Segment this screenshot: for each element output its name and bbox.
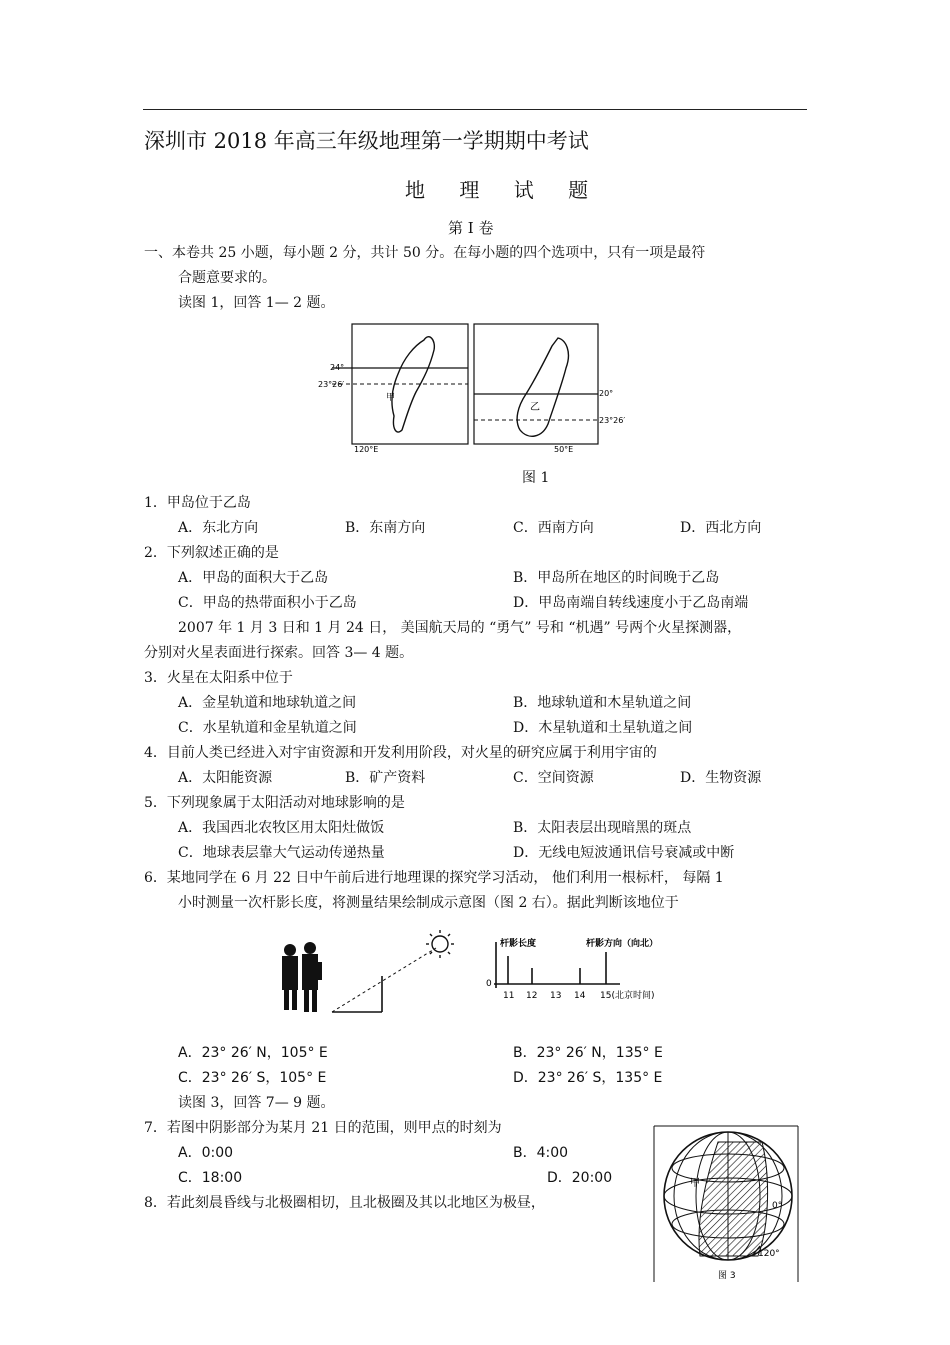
- map-yi-lat2326-label: 23°26′: [599, 416, 626, 425]
- q1-option-d: D．西北方向: [680, 520, 762, 536]
- chart-tick-15: 15(北京时间): [600, 991, 655, 1001]
- chart-y-label: 杆影长度: [500, 939, 537, 949]
- q4-stem: 4．目前人类已经进入对宇宙资源和开发利用阶段，对火星的研究应属于利用宇宙的: [144, 745, 657, 761]
- q4-option-b: B．矿产资料: [345, 770, 426, 786]
- map-yi-lat20-label: 20°: [599, 389, 614, 398]
- q2-option-c: C．甲岛的热带面积小于乙岛: [178, 595, 357, 611]
- instructions-line2: 合题意要求的。: [178, 270, 276, 286]
- q3-option-b: B．地球轨道和木星轨道之间: [513, 695, 692, 711]
- q1-option-c: C．西南方向: [513, 520, 594, 536]
- q7-option-a: A．0:00: [178, 1145, 234, 1161]
- figure3-caption: 图 3: [718, 1271, 736, 1281]
- q6-option-c: C．23° 26′ S，105° E: [178, 1070, 327, 1086]
- q3-option-a: A．金星轨道和地球轨道之间: [178, 695, 357, 711]
- q5-stem: 5．下列现象属于太阳活动对地球影响的是: [144, 795, 405, 811]
- q2-option-a: A．甲岛的面积大于乙岛: [178, 570, 329, 586]
- q5-option-b: B．太阳表层出现暗黑的斑点: [513, 820, 692, 836]
- volume-label: 第 Ⅰ 卷: [448, 219, 494, 237]
- map-jia-lat24-label: 24°: [330, 363, 345, 372]
- chart-tick-11: 11: [503, 991, 515, 1001]
- q6-stem-line1: 6．某地同学在 6 月 22 日中午前后进行地理课的探究学习活动， 他们利用一根标杆， 每隔 1: [144, 870, 724, 886]
- instructions-line1: 一、本卷共 25 小题，每小题 2 分，共计 50 分。在每小题的四个选项中，只有一项是最符: [144, 245, 706, 261]
- pole-and-shadow: [332, 948, 436, 1012]
- island-yi-shape: [517, 338, 568, 436]
- q2-stem: 2．下列叙述正确的是: [144, 545, 279, 561]
- students-illustration: [282, 942, 322, 1012]
- q4-option-a: A．太阳能资源: [178, 770, 273, 786]
- q1-stem: 1．甲岛位于乙岛: [144, 495, 251, 511]
- q7-option-d: D．20:00: [547, 1170, 613, 1186]
- map-yi-lon-label: 50°E: [554, 445, 574, 454]
- island-yi-label: 乙: [530, 402, 540, 413]
- read-fig1: 读图 1，回答 1— 2 题。: [178, 295, 335, 311]
- q7-option-c: C．18:00: [178, 1170, 243, 1186]
- figure1-island-maps: [316, 316, 636, 456]
- chart-tick-13: 13: [550, 991, 562, 1001]
- q5-option-a: A．我国西北农牧区用太阳灶做饭: [178, 820, 385, 836]
- passage34-line2: 分别对火星表面进行探索。回答 3— 4 题。: [144, 645, 414, 661]
- map-yi-frame: [474, 324, 598, 444]
- q7-stem: 7．若图中阴影部分为某月 21 日的范围，则甲点的时刻为: [144, 1120, 502, 1136]
- q4-option-c: C．空间资源: [513, 770, 594, 786]
- q4-option-d: D．生物资源: [680, 770, 762, 786]
- figure3-globe: [652, 1124, 800, 1284]
- sun-icon: [426, 930, 454, 958]
- q2-option-d: D．甲岛南端自转线速度小于乙岛南端: [513, 595, 749, 611]
- q5-option-d: D．无线电短波通讯信号衰减或中断: [513, 845, 735, 861]
- q6-option-d: D．23° 26′ S，135° E: [513, 1070, 663, 1086]
- page-title: 地 理 试 题: [405, 178, 603, 202]
- passage34-line1: 2007 年 1 月 3 日和 1 月 24 日， 美国航天局的 “勇气” 号和 “机遇” 号两个火星探测器，: [178, 620, 742, 636]
- exam-title: 深圳市 2018 年高三年级地理第一学期期中考试: [144, 129, 589, 153]
- chart-origin-label: 0: [486, 979, 492, 989]
- chart-tick-14: 14: [574, 991, 586, 1001]
- q6-stem-line2: 小时测量一次杆影长度，将测量结果绘制成示意图（图 2 右）。据此判断该地位于: [178, 895, 679, 911]
- q7-option-b: B．4:00: [513, 1145, 569, 1161]
- figure1-caption: 图 1: [522, 470, 550, 486]
- map-jia-lat2326-label: 23°26′: [318, 380, 345, 389]
- q6-option-b: B．23° 26′ N，135° E: [513, 1045, 663, 1061]
- island-jia-label: 甲: [386, 393, 396, 403]
- shadow-chart: [486, 937, 658, 1001]
- q3-option-c: C．水星轨道和金星轨道之间: [178, 720, 357, 736]
- read-fig3: 读图 3，回答 7— 9 题。: [178, 1095, 335, 1111]
- q5-option-c: C．地球表层靠大气运动传递热量: [178, 845, 385, 861]
- globe-label-120deg: 120°: [758, 1249, 780, 1259]
- map-jia-lon-label: 120°E: [354, 445, 379, 454]
- q3-stem: 3．火星在太阳系中位于: [144, 670, 293, 686]
- q3-option-d: D．木星轨道和土星轨道之间: [513, 720, 693, 736]
- globe-label-0deg: 0°: [772, 1201, 783, 1211]
- q2-option-b: B．甲岛所在地区的时间晚于乙岛: [513, 570, 720, 586]
- q6-option-a: A．23° 26′ N，105° E: [178, 1045, 328, 1061]
- chart-tick-12: 12: [526, 991, 538, 1001]
- shaded-region: [699, 1142, 768, 1256]
- q8-stem: 8．若此刻晨昏线与北极圈相切，且北极圈及其以北地区为极昼，: [144, 1195, 545, 1211]
- chart-direction-label: 杆影方向（向北）: [586, 939, 659, 949]
- globe-label-jia: 甲: [690, 1178, 700, 1189]
- q1-option-b: B．东南方向: [345, 520, 426, 536]
- q1-option-a: A．东北方向: [178, 520, 259, 536]
- figure2-shadow-illustration: [276, 926, 676, 1026]
- header-rule: [143, 109, 807, 110]
